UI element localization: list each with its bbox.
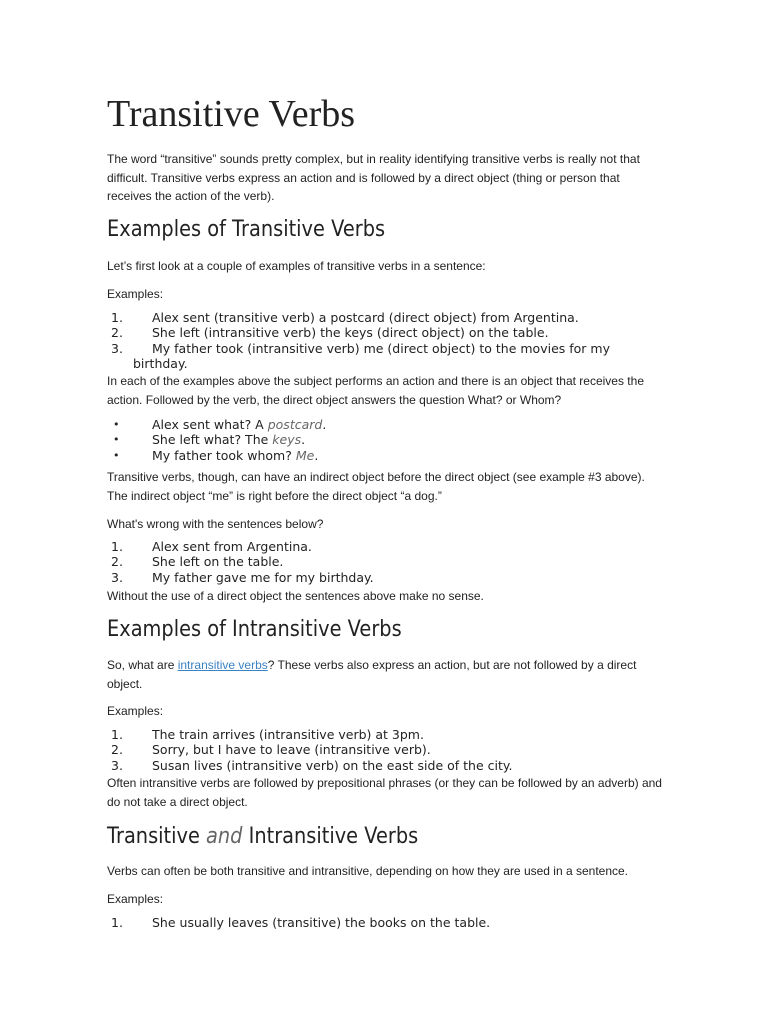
section2-paragraph-2: Often intransitive verbs are followed by prepositional phrases (or they can be followed by an adverb) and do not take a direct object. [107,776,662,809]
list-item: 3. My father gave me for my birthday. [111,569,374,585]
list-item: 1. Alex sent (transitive verb) a postcard (direct object) from Argentina. [111,310,579,325]
transitive-examples-list [107,310,667,371]
section-heading-both: Transitive and Intransitive Verbs [107,824,419,849]
section1-paragraph-2: In each of the examples above the subject performs an action and there is an object that receives the action. Followed by the verb, the direct object answers the question What? or Whom? [107,374,644,407]
list-item: 2. She left on the table. [111,554,284,570]
page-title: Transitive Verbs [107,93,356,135]
section2-examples-label: Examples: [107,704,164,718]
intransitive-examples-list [107,727,667,773]
wrong-sentences-list [107,539,667,585]
intro-paragraph: The word “transitive” sounds pretty complex, but in reality identifying transitive verbs is really not that difficult. Transitive verbs express an action and is followed by a direct object (thing or person that receives the action of the verb). [107,152,640,203]
list-item: 1. She usually leaves (transitive) the books on the table. [111,915,491,930]
section1-examples-label: Examples: [107,287,164,301]
section2-lead: So, what are intransitive verbs? These verbs also express an action, but are not followed by a direct object. [107,658,637,691]
intransitive-verbs-link[interactable]: intransitive verbs [177,658,268,672]
section1-lead: Let’s first look at a couple of examples of transitive verbs in a sentence: [107,259,486,273]
list-item: 2. She left (intransitive verb) the keys (direct object) on the table. [111,325,549,341]
list-item: • Alex sent what? A postcard. [113,417,327,432]
section-heading-transitive: Examples of Transitive Verbs [107,217,386,242]
section-heading-intransitive: Examples of Intransitive Verbs [107,617,402,642]
section3-examples-label: Examples: [107,892,164,906]
list-item: • My father took whom? Me. [113,447,319,463]
both-examples-list [107,915,667,930]
list-item: 1. The train arrives (intransitive verb) at 3pm. [111,727,424,742]
section1-paragraph-3: Transitive verbs, though, can have an indirect object before the direct object (see example #3 above). The indirect object “me” is right before the direct object “a dog.” [107,470,645,503]
list-item: 3. My father took (intransitive verb) me (direct object) to the movies for my birthday. [111,340,610,371]
section1-question: What's wrong with the sentences below? [107,517,324,531]
what-whom-list [107,417,667,463]
list-item: 2. Sorry, but I have to leave (intransitive verb). [111,742,431,758]
list-item: • She left what? The keys. [113,432,306,448]
list-item: 1. Alex sent from Argentina. [111,539,312,554]
section3-lead: Verbs can often be both transitive and intransitive, depending on how they are used in a sentence. [107,864,629,878]
list-item: 3. Susan lives (intransitive verb) on the east side of the city. [111,757,513,773]
section1-paragraph-4: Without the use of a direct object the sentences above make no sense. [107,589,484,603]
